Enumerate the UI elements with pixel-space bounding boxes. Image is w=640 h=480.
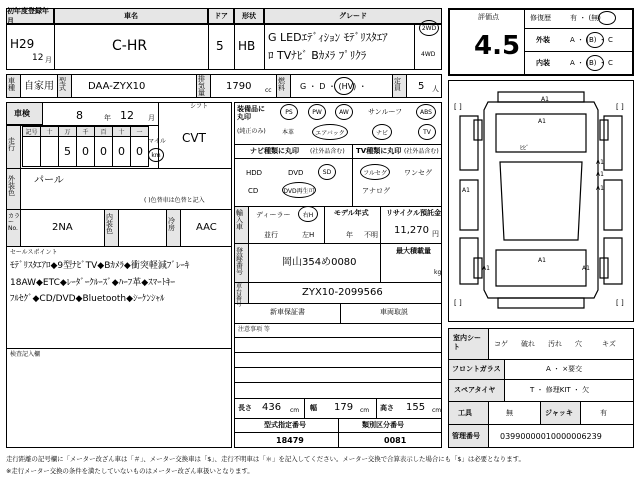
model-year-unknown: 不明 xyxy=(364,231,378,239)
interior-sheet-item: 穴 xyxy=(575,340,582,348)
mileage-label: 走行 xyxy=(8,137,15,152)
recycle-label: リサイクル預託金 xyxy=(386,209,442,217)
mileage-digit: 0 xyxy=(112,136,131,167)
exterior-color: パール xyxy=(34,175,64,186)
class-designation-value: 0081 xyxy=(384,436,407,445)
mileage-digit: 0 xyxy=(94,136,113,167)
navi-label: ナビ種類に丸印 xyxy=(250,147,299,155)
diag-a1-right2: A1 xyxy=(596,171,604,178)
spare-value: T ・ 修理KIT ・ 欠 xyxy=(530,386,590,394)
chassis-value: ZYX10-2099566 xyxy=(302,287,383,298)
diag-a1-left: A1 xyxy=(462,187,470,194)
management-label: 管理番号 xyxy=(452,432,480,440)
type-designation-label: 型式指定番号 xyxy=(264,421,306,429)
displacement-label: 排気量 xyxy=(198,75,205,97)
recycle-unit: 円 xyxy=(432,230,439,238)
warranty-new: 新車保証書 xyxy=(270,308,305,316)
equip-airbag-circle: エアバック xyxy=(312,124,348,140)
mileage-digit xyxy=(40,136,59,167)
width-value: 179 xyxy=(334,402,354,413)
import-dealer: ディーラー xyxy=(256,211,291,219)
body-shape: HB xyxy=(238,39,256,53)
width-label: 幅 xyxy=(310,404,317,412)
color-no-value: 2NA xyxy=(52,222,73,233)
import-label: 輸入車 xyxy=(236,209,243,231)
mileage-digit xyxy=(22,136,41,167)
handle-right-circle: 右H xyxy=(298,206,318,222)
tv-label: TV種類に丸印 xyxy=(356,147,402,155)
chassis-label: 車台番号 xyxy=(236,283,243,308)
cooling-label: 冷房 xyxy=(168,217,175,232)
inspection-month: 12 xyxy=(120,109,134,122)
grade-line1: G LEDｴﾃﾞｨｼｮﾝ ﾓﾃﾞﾘｽﾀｴｱ xyxy=(268,31,388,44)
repair-options: 有 ・ (無) xyxy=(570,14,601,22)
width-unit: cm xyxy=(360,407,370,414)
navi-label-sub: (社外品含む) xyxy=(310,148,345,155)
interior-sheet-item: 破れ xyxy=(521,340,535,348)
equip-ps-circle: PS xyxy=(280,104,298,120)
fuel-hv-circle xyxy=(334,77,354,95)
diag-a1-right1: A1 xyxy=(596,159,604,166)
notes-label: 注意事項 等 xyxy=(238,326,270,333)
jack-label: ジャッキ xyxy=(545,409,573,417)
mileage-digit-header: 記号 xyxy=(22,126,41,137)
tv-fullseg-circle: フルセグ xyxy=(360,164,390,180)
mileage-digit: 0 xyxy=(76,136,95,167)
exterior-grade-circle xyxy=(586,32,604,48)
equip-sunroof: サンルーフ xyxy=(368,108,403,116)
navi-sd-circle: SD xyxy=(318,164,336,180)
handle-left: 左H xyxy=(302,231,315,239)
equipment-label: 装備品に丸印 xyxy=(237,105,265,121)
jack-value: 有 xyxy=(600,409,607,417)
drive-4wd: 4WD xyxy=(421,51,436,58)
mileage-digit-header: 十 xyxy=(40,126,59,137)
capacity-value: 5 xyxy=(418,81,425,92)
tv-label-sub: (社外品含む) xyxy=(404,148,439,155)
diag-a1-top: A1 xyxy=(541,96,549,103)
equip-abs-circle: ABS xyxy=(416,104,436,120)
diag-a1-hood: A1 xyxy=(538,118,546,125)
exterior-label: 外装色 xyxy=(8,175,15,197)
shape-header: 形状 xyxy=(234,8,264,24)
first-reg-month: 12 xyxy=(32,53,44,63)
fuel-options: G ・ D ・ (HV) ・ xyxy=(300,82,367,91)
repair-none-circle xyxy=(598,11,616,25)
exterior-note: ( )色替車は色替と記入 xyxy=(144,197,205,204)
warranty-manual: 車両取説 xyxy=(380,308,408,316)
length-value: 436 xyxy=(262,402,282,413)
height-value: 155 xyxy=(406,402,426,413)
mileage-digit-header: 千 xyxy=(76,126,95,137)
mileage-digit: 5 xyxy=(58,136,77,167)
mileage-digit-header: 十 xyxy=(112,126,131,137)
exterior-grade-label: 外装 xyxy=(536,36,550,44)
interior-grade-label: 内装 xyxy=(536,59,550,67)
navi-hdd: HDD xyxy=(246,169,263,177)
navi-dvd: DVD xyxy=(288,169,304,177)
management-value: 03990000010000006239 xyxy=(500,432,602,441)
fuel-label: 燃料 xyxy=(278,77,285,92)
diag-marker-tr: [ ] xyxy=(616,103,624,111)
inspection-month-unit: 月 xyxy=(148,114,155,122)
score-label: 評価点 xyxy=(478,13,499,21)
height-unit: cm xyxy=(432,407,442,414)
first-reg-header: 初年度登録年月 xyxy=(6,8,54,24)
shift-label: シフト xyxy=(190,103,209,110)
length-label: 長さ xyxy=(238,404,252,412)
model-year-unit: 年 xyxy=(346,231,353,239)
class-designation-label: 類別区分番号 xyxy=(362,421,404,429)
door-count: 5 xyxy=(216,39,224,53)
capacity-unit: 人 xyxy=(432,85,439,93)
equipment-sublabel: (純正のみ) xyxy=(237,128,266,135)
tools-label: 工具 xyxy=(458,409,472,417)
cc-unit: cc xyxy=(265,87,272,94)
interior-sheet-item: キズ xyxy=(602,340,616,348)
use-value: 自家用 xyxy=(24,81,54,92)
model-year-label: モデル年式 xyxy=(334,209,369,217)
registration-label: 登録番号 xyxy=(236,247,243,276)
sales-point-line3: ﾌﾙｾｸﾞ◆CD/DVD◆Bluetooth◆ｼｰｹﾝｼｬﾙ xyxy=(10,294,165,304)
navi-cd: CD xyxy=(248,187,259,195)
name-header: 車名 xyxy=(54,8,208,24)
equip-leather: 本革 xyxy=(282,129,295,136)
tools-value: 無 xyxy=(506,409,513,417)
mileage-digit-header: 万 xyxy=(58,126,77,137)
diag-marker-tl: [ ] xyxy=(454,103,462,111)
windshield-value: A ・ ×要交 xyxy=(546,365,583,373)
model-value: DAA-ZYX10 xyxy=(88,81,146,92)
car-diagram xyxy=(448,80,634,322)
sales-point-line1: ﾓﾃﾞﾘｽﾀｴｱﾛ◆9型ﾅﾋﾞTV◆Bｶﾒﾗ◆衝突軽減ﾌﾞﾚｰｷ xyxy=(10,261,190,271)
max-load-label: 最大積載量 xyxy=(396,247,431,255)
inspection-year: 8 xyxy=(76,109,83,122)
diag-a1-right3: A1 xyxy=(596,185,604,192)
use-label: 車種 xyxy=(8,77,15,92)
diag-marker-bl: [ ] xyxy=(454,299,462,307)
interior-color-label: 内装色 xyxy=(106,213,113,235)
max-load-unit: kg xyxy=(434,269,442,276)
repair-label: 修復歴 xyxy=(530,14,551,22)
grade-line2: ﾛ TVﾅﾋﾞ Bｶﾒﾗ ﾌﾟﾘｸﾗ xyxy=(268,49,367,62)
drive-2wd-circle: 2WD xyxy=(419,20,439,36)
type-designation-value: 18479 xyxy=(276,436,304,445)
displacement-value: 1790 xyxy=(226,81,252,92)
diag-hibi: ﾋﾋﾞ xyxy=(520,145,530,152)
mileage-digit: 0 xyxy=(130,136,149,167)
inspection-year-unit: 年 xyxy=(104,114,111,122)
diag-a1-rearleft: A1 xyxy=(482,265,490,272)
capacity-label: 定員 xyxy=(394,77,401,92)
diag-marker-br: [ ] xyxy=(616,299,624,307)
exterior-grade-options: A ・ (B) ・ C xyxy=(570,36,613,44)
footer-line2: ※走行メーター交換の条件を満たしていないものはメーター改ざん車扱いとなります。 xyxy=(6,467,254,475)
registration-value: 岡山354め0080 xyxy=(282,257,357,268)
interior-sheet-item: 汚れ xyxy=(548,340,562,348)
spare-label: スペアタイヤ xyxy=(454,386,496,394)
mileage-unit-mile: マイル xyxy=(148,138,166,145)
windshield-label: フロントガラス xyxy=(452,365,501,373)
color-no-label: カラーNo. xyxy=(8,213,21,232)
height-label: 高さ xyxy=(380,404,394,412)
mileage-km-circle: km xyxy=(148,148,164,162)
navi-dvd-play-circle: DVD再生可 xyxy=(282,182,316,198)
model-label: 型式 xyxy=(59,77,66,92)
interior-grade-options: A ・ (B) ・ C xyxy=(570,59,613,67)
score-value: 4.5 xyxy=(474,31,521,61)
recycle-amount: 11,270 xyxy=(394,225,429,236)
interior-grade-circle xyxy=(586,55,604,71)
sales-point-label: セールスポイント xyxy=(10,249,58,256)
sales-point-line2: 18AW◆ETC◆ﾚｰﾀﾞｰｸﾙｰｽﾞ◆ﾊｰﾌ革◆ｽﾏｰﾄｷｰ xyxy=(10,278,176,288)
equip-tv-circle: TV xyxy=(418,124,436,140)
diag-a1-trunk: A1 xyxy=(538,257,546,264)
tv-analog: アナログ xyxy=(362,187,390,195)
first-reg-month-unit: 月 xyxy=(45,56,52,64)
diag-a1-rearright: A1 xyxy=(582,265,590,272)
equip-navi-circle: ナビ xyxy=(372,124,392,140)
grade-header: グレード xyxy=(264,8,442,24)
equip-aw-circle: AW xyxy=(335,104,353,120)
length-unit: cm xyxy=(290,407,300,414)
equip-pw-circle: PW xyxy=(308,104,326,120)
door-header: ドア xyxy=(208,8,234,24)
interior-sheet-item: コゲ xyxy=(494,340,508,348)
first-reg-year: H29 xyxy=(10,37,35,51)
vehicle-name: C-HR xyxy=(112,38,148,54)
inspector-label: 検査記入欄 xyxy=(10,351,41,358)
import-parallel: 並行 xyxy=(264,231,278,239)
tv-oneseg: ワンセグ xyxy=(404,169,432,177)
cooling-value: AAC xyxy=(196,222,217,233)
shift-value: CVT xyxy=(182,131,206,145)
mileage-digit-header: 百 xyxy=(94,126,113,137)
interior-sheet-label: 室内シート xyxy=(453,334,481,352)
footer-line1: 走行距離の記号欄に「メーター改ざん車は「＃」、メーター交換車は「$」、走行不明車は「＊」を記入してください。メーター交換で合算表示した場合にも「$」は必要となります。 xyxy=(6,455,525,463)
mileage-digit-header: 一 xyxy=(130,126,149,137)
inspection-label: 車検 xyxy=(14,109,30,118)
